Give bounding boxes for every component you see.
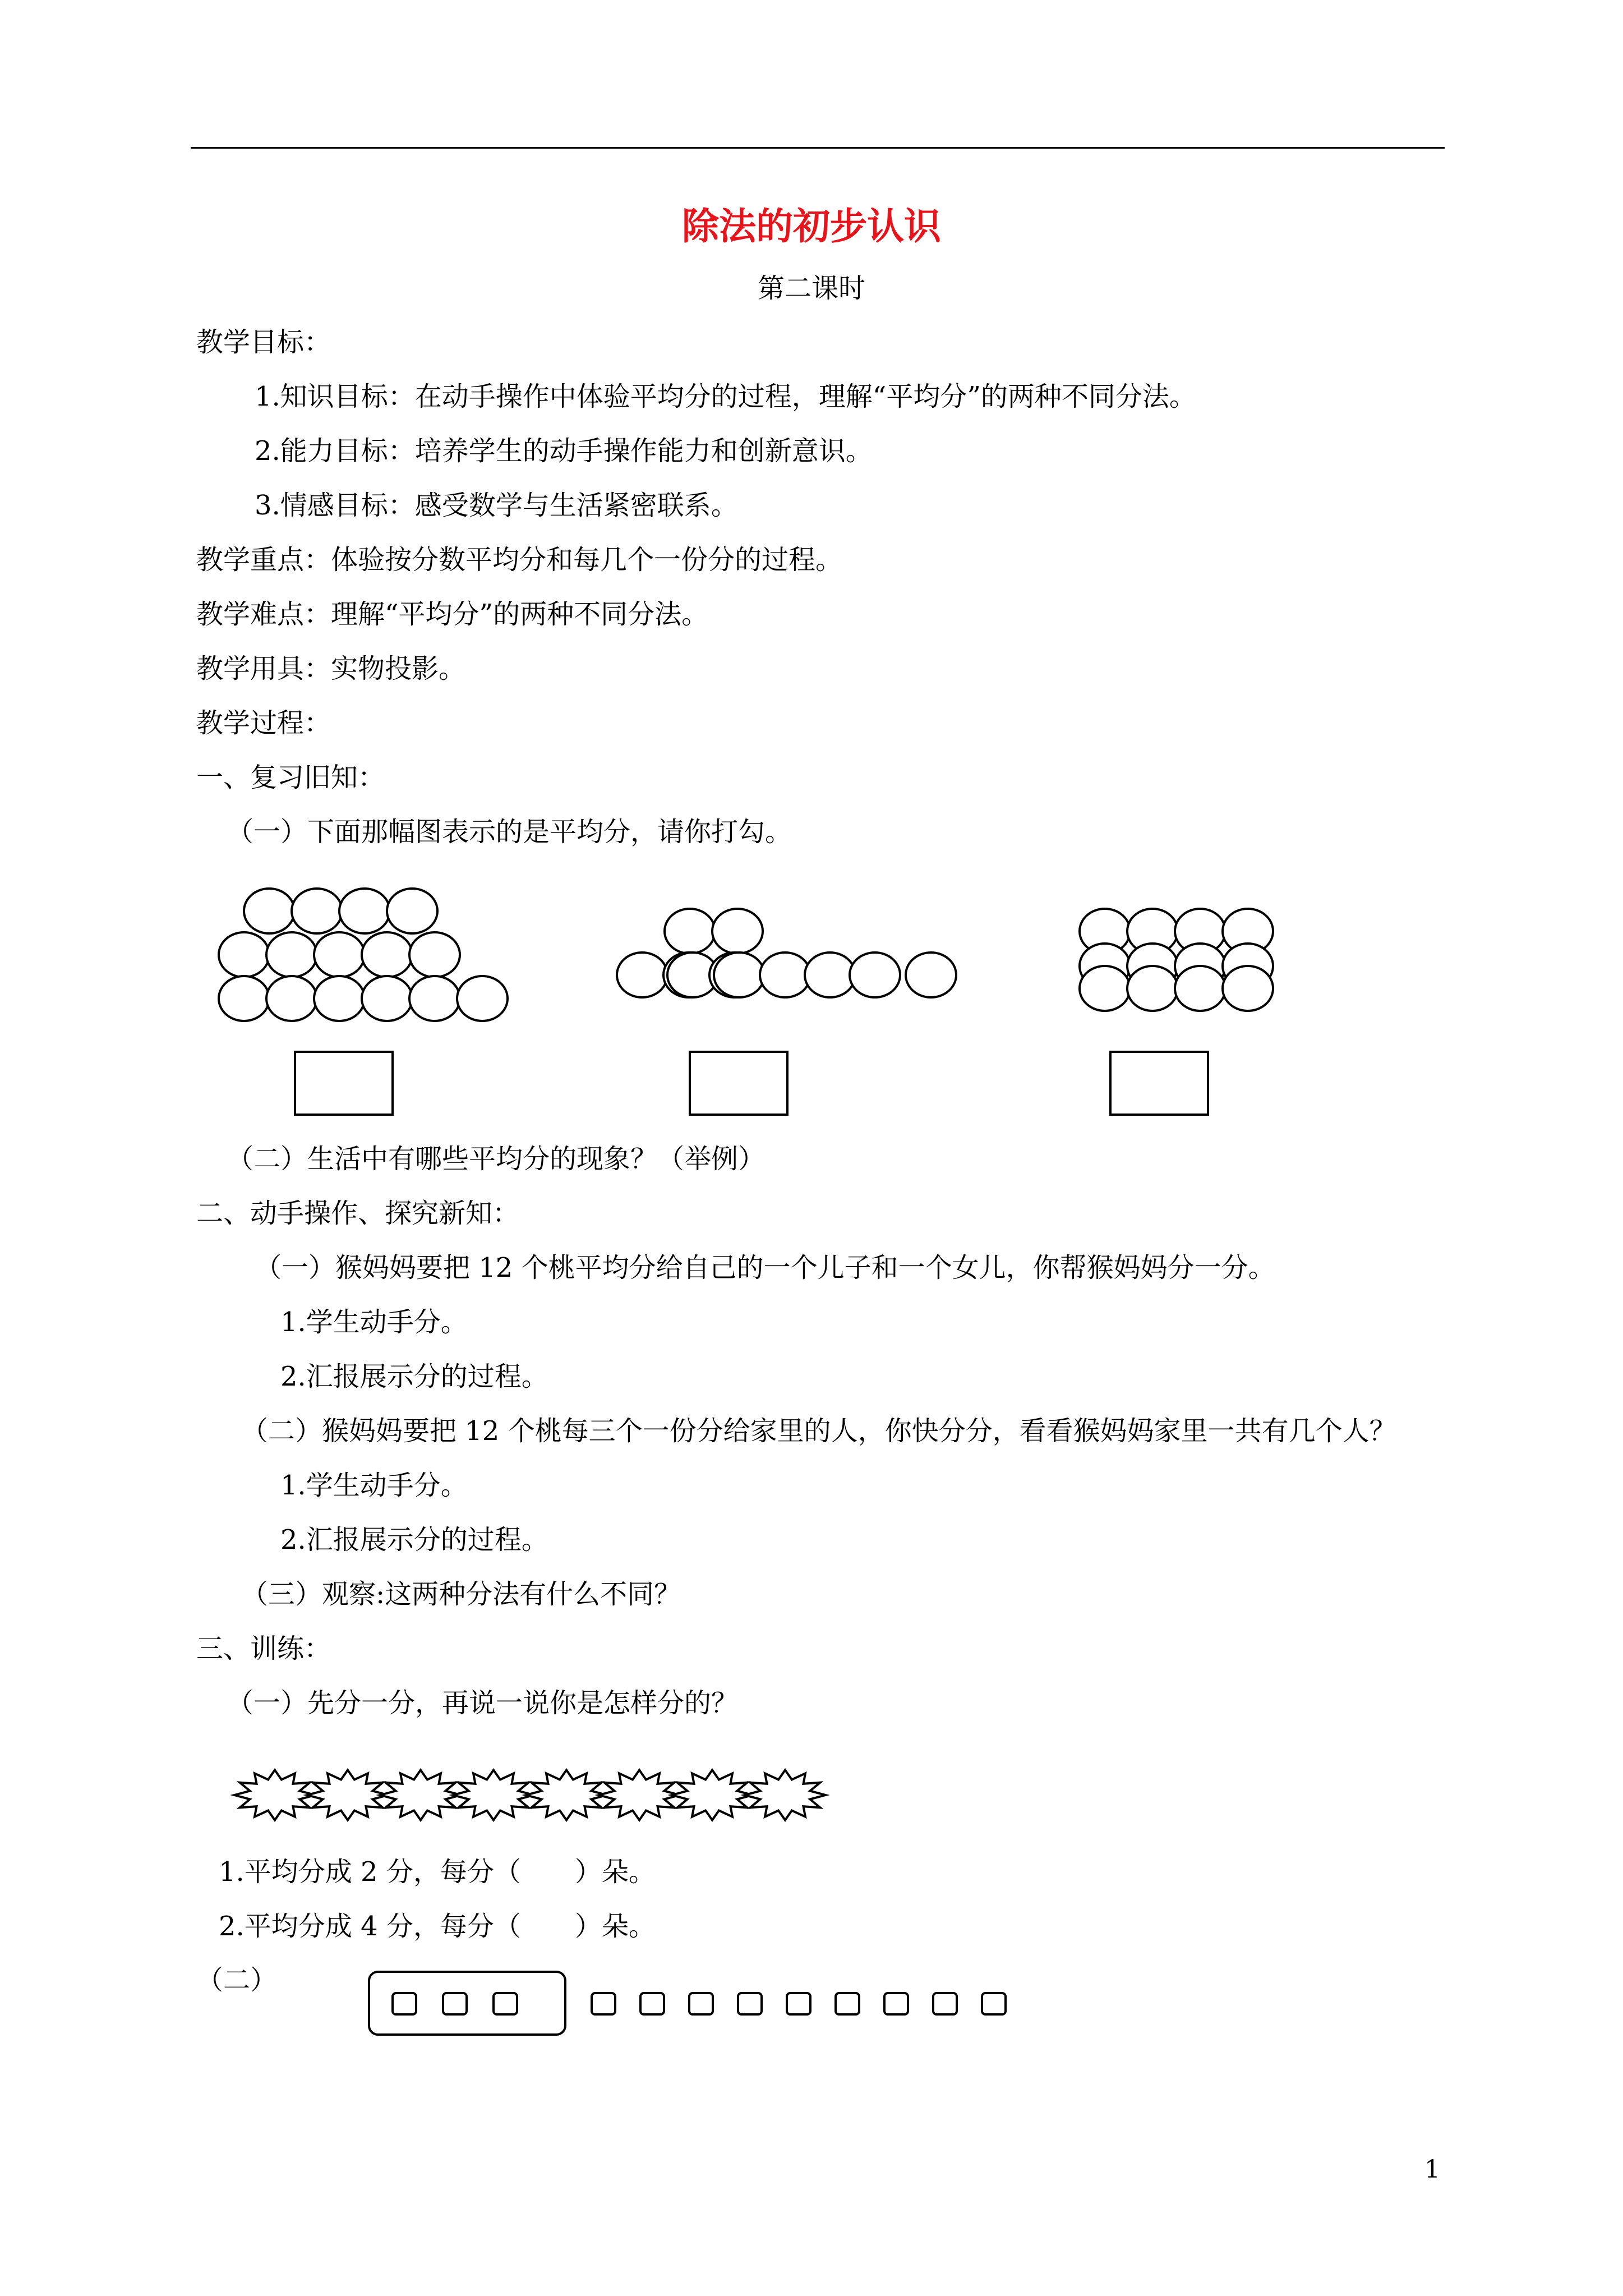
- goal-3: 3.情感目标：感受数学与生活紧密联系。: [255, 490, 738, 521]
- circle: [314, 976, 365, 1021]
- circle: [244, 889, 294, 933]
- answer-box-1[interactable]: [295, 1052, 393, 1115]
- circle: [1080, 966, 1130, 1011]
- circle: [219, 976, 269, 1021]
- answer-box-2[interactable]: [690, 1052, 787, 1115]
- circle: [1223, 966, 1273, 1011]
- tools: 教学用具：实物投影。: [196, 653, 466, 684]
- square-icon: [836, 1993, 859, 2014]
- section-1-question-2: （二）生活中有哪些平均分的现象？（举例）: [227, 1143, 766, 1175]
- page-title: 除法的初步认识: [682, 205, 941, 248]
- square-icon: [884, 1993, 908, 2014]
- goal-2: 2.能力目标：培养学生的动手操作能力和创新意识。: [255, 435, 873, 467]
- goal-1: 1.知识目标：在动手操作中体验平均分的过程，理解“平均分”的两种不同分法。: [255, 381, 1196, 412]
- difficulty: 教学难点：理解“平均分”的两种不同分法。: [196, 599, 709, 630]
- page-subtitle: 第二课时: [757, 273, 865, 304]
- circle: [266, 932, 317, 977]
- circle: [409, 976, 460, 1021]
- process-heading: 教学过程：: [196, 707, 331, 739]
- circle: [906, 953, 956, 997]
- circle: [850, 953, 900, 997]
- circle: [266, 976, 317, 1021]
- section-3-question-2: （二）: [196, 1964, 278, 1996]
- square-icon: [494, 1993, 517, 2014]
- circle: [1127, 966, 1178, 1011]
- circle: [409, 932, 460, 977]
- circle: [292, 889, 342, 933]
- section-3-heading: 三、训练：: [196, 1633, 331, 1664]
- goals-heading: 教学目标：: [196, 326, 331, 358]
- square-icon: [738, 1993, 762, 2014]
- flower-icon: [745, 1770, 826, 1820]
- answer-box-3[interactable]: [1110, 1052, 1208, 1115]
- square-icon: [443, 1993, 467, 2014]
- section-2-question-2: （二）猴妈妈要把 12 个桃每三个一份分给家里的人，你快分分，看看猴妈妈家里一共有几个人？: [241, 1415, 1396, 1447]
- key-point: 教学重点：体验按分数平均分和每几个一份分的过程。: [196, 544, 843, 576]
- section-3-question-1: （一）先分一分，再说一说你是怎样分的？: [227, 1687, 739, 1719]
- square-icon: [689, 1993, 713, 2014]
- circle: [805, 953, 855, 997]
- circle-groups: [219, 889, 1273, 1021]
- section-2-q1-step-2: 2.汇报展示分的过程。: [280, 1361, 548, 1392]
- circle: [712, 909, 763, 954]
- section-3-q1-b: 2.平均分成 4 分，每分（ ）朵。: [219, 1911, 656, 1942]
- section-2-q1-step-1: 1.学生动手分。: [280, 1306, 468, 1338]
- circle: [362, 976, 412, 1021]
- section-3-q1-a: 1.平均分成 2 分，每分（ ）朵。: [219, 1856, 656, 1888]
- section-2-q2-step-1: 1.学生动手分。: [280, 1470, 468, 1501]
- page-number: 1: [1424, 2155, 1440, 2184]
- circle: [219, 932, 269, 977]
- flower-row: [234, 1770, 826, 1820]
- square-icon: [592, 1993, 615, 2014]
- section-1-heading: 一、复习旧知：: [196, 762, 385, 793]
- circle: [665, 909, 715, 954]
- circle: [387, 889, 437, 933]
- section-2-question-1: （一）猴妈妈要把 12 个桃平均分给自己的一个儿子和一个女儿，你帮猴妈妈分一分。: [255, 1252, 1275, 1283]
- circle: [339, 889, 390, 933]
- square-row: [369, 1972, 1006, 2035]
- circle: [617, 953, 667, 997]
- square-icon: [787, 1993, 810, 2014]
- answer-boxes: [295, 1052, 1208, 1115]
- square-icon: [393, 1993, 416, 2014]
- section-1-question-1: （一）下面那幅图表示的是平均分，请你打勾。: [227, 816, 792, 848]
- section-2-q2-step-2: 2.汇报展示分的过程。: [280, 1524, 548, 1556]
- circle: [760, 953, 810, 997]
- circle: [362, 932, 412, 977]
- section-2-heading: 二、动手操作、探究新知：: [196, 1198, 520, 1229]
- circle: [457, 976, 508, 1021]
- square-icon: [640, 1993, 664, 2014]
- circle: [314, 932, 365, 977]
- section-2-question-3: （三）观察:这两种分法有什么不同？: [241, 1579, 681, 1610]
- square-icon: [982, 1993, 1006, 2014]
- square-icon: [933, 1993, 957, 2014]
- circle: [1175, 966, 1225, 1011]
- circle: [714, 953, 764, 997]
